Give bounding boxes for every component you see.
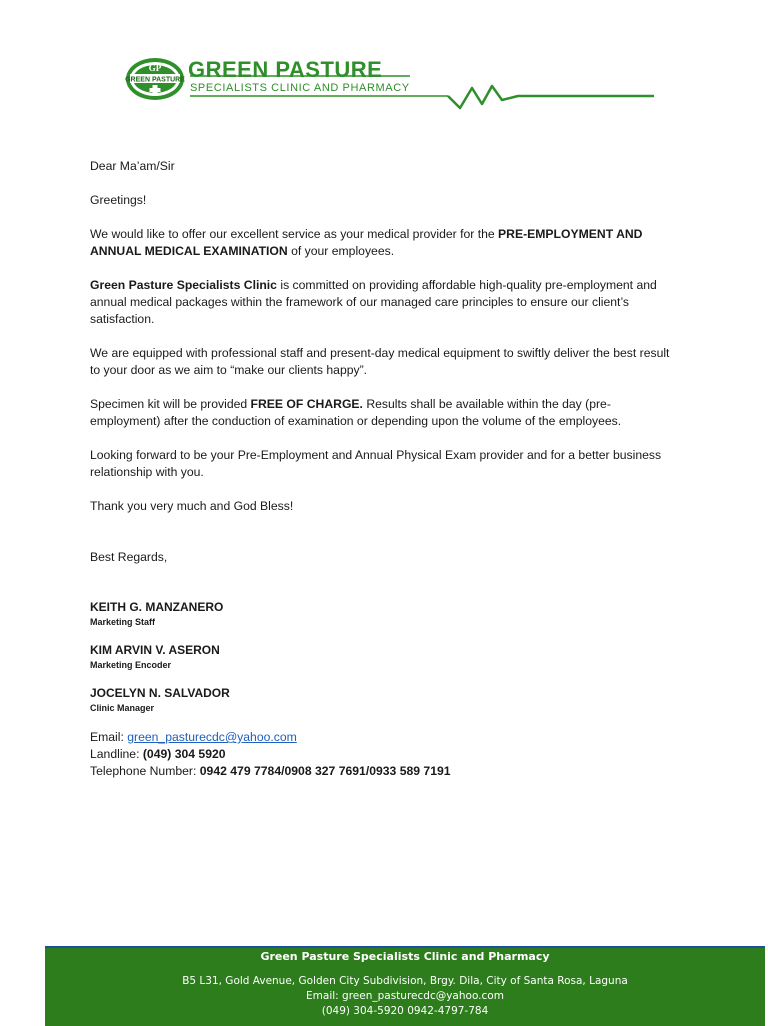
paragraph-specimen [90,396,680,430]
landline-number: (049) 304 5920 [142,747,226,761]
paragraph-commitment-bold: Green Pasture Specialists Clinic [90,278,277,292]
clinic-name: GREEN PASTURE [188,57,383,82]
footer-phones: (049) 304-5920 0942-4797-784 [321,1005,489,1017]
paragraph-offer-bold: PRE-EMPLOYMENT AND ANNUAL MEDICAL EXAMINATION [90,227,643,258]
paragraph-offer [90,226,680,260]
signatory-title: Marketing Staff [90,617,156,627]
svg-text:GP: GP [148,63,162,73]
paragraph-offer-text-b: of your employees. [287,244,395,258]
signatory-3 [90,686,680,715]
clinic-logo-icon [124,56,186,102]
paragraph-commitment-text: is committed on providing affordable high-quality pre-employment and annual medical packages within the framework of our managed care principles to ensure our client’s satisfaction. [90,278,657,326]
paragraph-commitment [90,277,680,328]
signatory-title: Clinic Manager [90,703,155,713]
paragraph-specimen-bold: FREE OF CHARGE. [250,397,363,411]
greeting: Greetings! [90,193,147,207]
paragraph-specimen-text-a: Specimen kit will be provided [90,397,251,411]
signatory-name: KEITH G. MANZANERO [90,600,224,614]
salutation: Dear Ma’am/Sir [90,159,175,173]
signatory-name: JOCELYN N. SALVADOR [90,686,230,700]
footer-title: Green Pasture Specialists Clinic and Pharmacy [260,950,550,963]
signatory-1 [90,600,680,629]
footer-email: Email: green_pasturecdc@yahoo.com [306,990,504,1002]
logo-text: GREEN PASTURE [125,76,185,84]
signatory-title: Marketing Encoder [90,660,172,670]
paragraph-staff: We are equipped with professional staff and present-day medical equipment to swiftly deliver the best result to your door as we aim to “make our clients happy”. [90,346,670,377]
signatory-2 [90,643,680,672]
email-label: Email: [90,730,128,744]
paragraph-specimen-text-b: Results shall be available within the day (pre-employment) after the conduction of examination or depending upon the volume of the employees. [90,397,622,428]
paragraph-looking-forward: Looking forward to be your Pre-Employment and Annual Physical Exam provider and for a better business relationship with you. [90,448,662,479]
closing: Best Regards, [90,550,168,564]
phone-numbers: 0942 479 7784/0908 327 7691/0933 589 7191 [199,764,451,778]
paragraph-offer-text-a: We would like to offer our excellent service as your medical provider for the [90,227,499,241]
phone-label: Telephone Number: [90,764,200,778]
contact-email [90,729,680,746]
clinic-subtitle: SPECIALISTS CLINIC AND PHARMACY [190,82,410,94]
footer-address: B5 L31, Gold Avenue, Golden City Subdivision, Brgy. Dila, City of Santa Rosa, Laguna [182,975,628,987]
email-link[interactable]: green_pasturecdc@yahoo.com [127,730,297,744]
signatory-name: KIM ARVIN V. ASERON [90,643,220,657]
footer-banner [45,946,765,1026]
heartbeat-line-icon [188,74,654,112]
landline-label: Landline: [90,747,143,761]
contact-landline [90,746,680,763]
letterhead [124,54,654,114]
contact-phone [90,763,680,780]
paragraph-thanks: Thank you very much and God Bless! [90,499,294,513]
letter-body [90,158,680,780]
